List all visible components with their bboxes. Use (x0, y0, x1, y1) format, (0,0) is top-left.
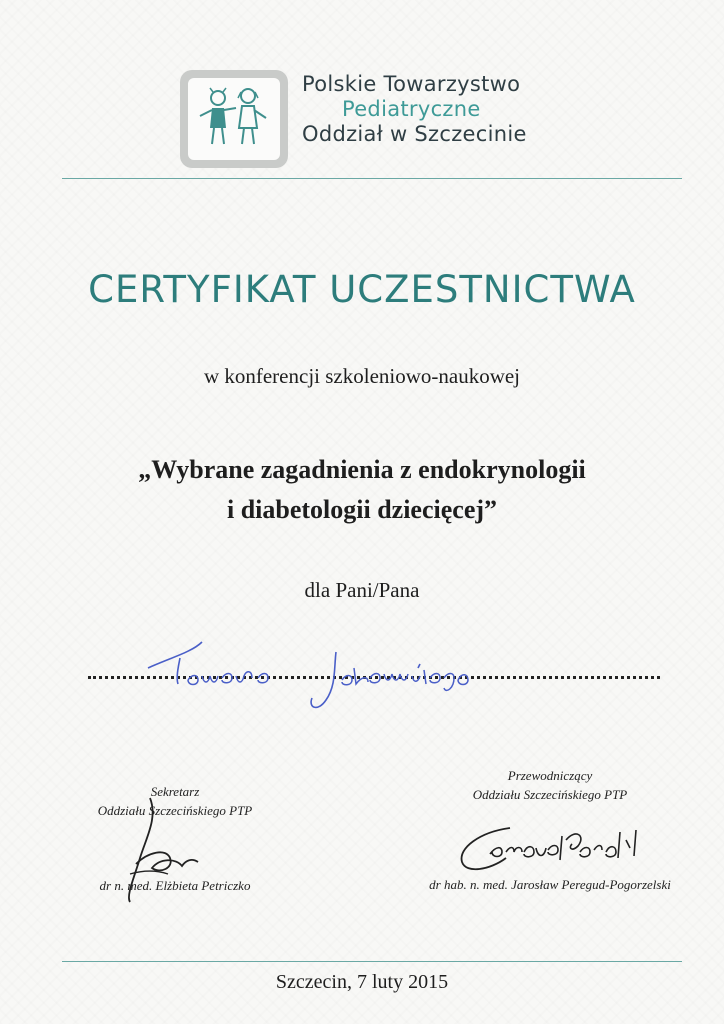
signer-unit-right: Oddziału Szczecińskiego PTP (472, 787, 628, 802)
bottom-divider (62, 961, 682, 962)
signer-role-right: Przewodniczący (507, 768, 593, 783)
children-logo-icon (180, 70, 288, 168)
certificate-title: CERTYFIKAT UCZESTNICTWA (88, 268, 636, 311)
signature-block-right (420, 766, 680, 804)
conference-title (0, 450, 724, 530)
signer-name-right: dr hab. n. med. Jarosław Peregud-Pogorzelski (429, 877, 671, 892)
ptp-logo (180, 70, 288, 168)
signer-unit-left: Oddziału Szczecińskiego PTP (97, 803, 253, 818)
org-line-1: Polskie Towarzystwo (302, 72, 521, 96)
signature-right-scribble (450, 818, 650, 878)
signature-right-icon (450, 818, 650, 878)
handwritten-name-icon (140, 628, 500, 720)
recipient-label: dla Pani/Pana (304, 578, 420, 602)
conference-title-line-1: „Wybrane zagadnienia z endokrynologii (138, 455, 586, 484)
certificate-subtitle: w konferencji szkoleniowo-naukowej (203, 364, 521, 388)
top-divider (62, 178, 682, 179)
signer-name-left: dr n. med. Elżbieta Petriczko (99, 878, 251, 893)
org-line-2: Pediatryczne (342, 97, 481, 121)
conference-title-line-2: i diabetologii dziecięcej” (226, 495, 498, 524)
place-and-date: Szczecin, 7 luty 2015 (275, 971, 449, 993)
signer-role-left: Sekretarz (150, 784, 200, 799)
organization-name (302, 72, 527, 147)
recipient-handwritten-name (140, 628, 500, 720)
org-line-3: Oddział w Szczecinie (302, 122, 527, 146)
